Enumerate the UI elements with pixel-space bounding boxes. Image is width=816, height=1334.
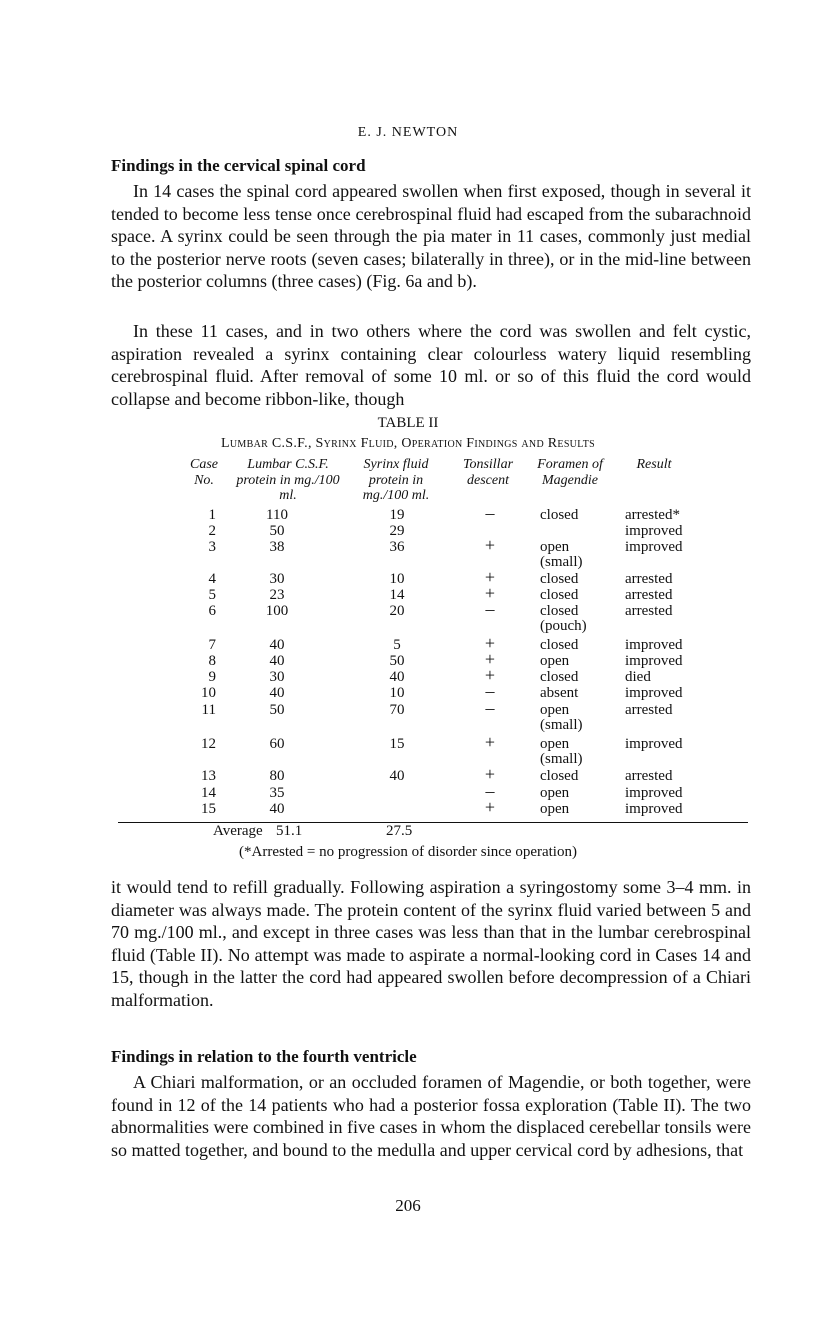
cell-tonsillar-descent: +: [484, 567, 496, 587]
cell-tonsillar-descent: +: [484, 535, 496, 555]
header-result: Result: [636, 457, 672, 472]
running-head: E. J. NEWTON: [357, 125, 459, 140]
cell-result: arrested: [625, 603, 673, 619]
cell-tonsillar-descent: +: [484, 797, 496, 817]
cell-tonsillar-descent: +: [484, 665, 496, 685]
cell-case-no: 8: [208, 653, 216, 669]
cell-case-no: 12: [201, 736, 216, 752]
cell-foramen: closed: [540, 637, 579, 653]
cell-result: improved: [625, 736, 683, 752]
cell-tonsillar-descent: –: [485, 781, 495, 801]
page-number: 206: [395, 1196, 421, 1215]
cell-case-no: 3: [208, 539, 216, 555]
cell-foramen: open: [540, 702, 570, 718]
cell-foramen: closed: [540, 603, 579, 619]
table-caption-text: Lumbar C.S.F., Syrinx Fluid, Operation Findings and Results: [221, 436, 595, 451]
cell-result: arrested: [625, 571, 673, 587]
cell-case-no: 11: [201, 702, 216, 718]
cell-case-no: 9: [208, 669, 216, 685]
cell-syrinx-fluid: 14: [389, 587, 405, 603]
cell-lumbar-csf: 35: [269, 785, 285, 801]
cell-syrinx-fluid: 40: [389, 768, 405, 784]
average-csf-value: 51.1: [276, 823, 303, 839]
cell-result: improved: [625, 685, 683, 701]
cell-tonsillar-descent: +: [484, 583, 496, 603]
cell-result: arrested*: [625, 507, 680, 523]
cell-foramen: open: [540, 539, 570, 555]
cell-foramen: absent: [540, 685, 579, 701]
paragraph-cervical-2: In these 11 cases, and in two others where the cord was swollen and felt cystic, aspiration revealed a syrinx containing clear colourless watery liquid resembling cerebrospinal fluid. After removal of some 10 ml. or so of this fluid the cord would collapse and become ribbon-like, though: [111, 321, 751, 409]
cell-case-no: 13: [201, 768, 216, 784]
cell-lumbar-csf: 40: [269, 653, 285, 669]
cell-case-no: 14: [201, 785, 216, 801]
cell-tonsillar-descent: +: [484, 633, 496, 653]
cell-syrinx-fluid: 20: [389, 603, 405, 619]
cell-case-no: 7: [208, 637, 216, 653]
cell-tonsillar-descent: +: [484, 732, 496, 752]
cell-syrinx-fluid: 10: [389, 571, 405, 587]
header-foramen-magendie: Foramen of Magendie: [537, 457, 603, 488]
paragraph-continuation: it would tend to refill gradually. Following aspiration a syringostomy some 3–4 mm. in diameter was always made. The protein content of the syrinx fluid varied between 5 and 70 mg./100 ml., and except in three cases was less than that in the lumbar cerebrospinal fluid (Table II). No attempt was made to aspirate a normal-looking cord in Cases 14 and 15, though in the latter the cord had appeared swollen before decompression of a Chiari malformation.: [111, 877, 751, 1010]
cell-lumbar-csf: 80: [269, 768, 285, 784]
cell-foramen-note: (small): [540, 751, 583, 767]
cell-result: arrested: [625, 702, 673, 718]
cell-foramen-note: (small): [540, 717, 583, 733]
table-title: TABLE II: [377, 415, 439, 431]
header-tonsillar-descent: Tonsillar descent: [462, 457, 514, 488]
cell-lumbar-csf: 50: [269, 523, 285, 539]
cell-foramen: closed: [540, 571, 579, 587]
cell-lumbar-csf: 40: [269, 685, 285, 701]
cell-tonsillar-descent: –: [485, 681, 495, 701]
cell-case-no: 5: [208, 587, 216, 603]
paragraph-fourth-ventricle: A Chiari malformation, or an occluded foramen of Magendie, or both together, were found in 12 of the 14 patients who had a posterior fossa exploration (Table II). The two abnormalities were combined in five cases in whom the displaced cerebellar tonsils were so matted together, and bound to the medulla and upper cervical cord by adhesions, that: [111, 1072, 751, 1160]
header-lumbar-csf: Lumbar C.S.F. protein in mg./100 ml.: [236, 457, 340, 503]
cell-result: improved: [625, 785, 683, 801]
cell-tonsillar-descent: –: [485, 698, 495, 718]
average-label: Average: [213, 823, 263, 839]
cell-foramen: closed: [540, 507, 579, 523]
cell-lumbar-csf: 30: [269, 571, 285, 587]
cell-tonsillar-descent: –: [485, 503, 495, 523]
cell-result: improved: [625, 653, 683, 669]
cell-result: improved: [625, 801, 683, 817]
cell-tonsillar-descent: +: [484, 764, 496, 784]
cell-result: improved: [625, 637, 683, 653]
cell-foramen: open: [540, 653, 570, 669]
cell-lumbar-csf: 100: [265, 603, 289, 619]
cell-tonsillar-descent: +: [484, 649, 496, 669]
cell-foramen: closed: [540, 768, 579, 784]
cell-lumbar-csf: 30: [269, 669, 285, 685]
cell-case-no: 15: [201, 801, 216, 817]
cell-syrinx-fluid: 70: [389, 702, 405, 718]
table-caption: [0, 436, 816, 452]
cell-case-no: 6: [208, 603, 216, 619]
cell-lumbar-csf: 110: [266, 507, 288, 523]
cell-syrinx-fluid: 19: [389, 507, 405, 523]
cell-foramen-note: (small): [540, 554, 583, 570]
header-syrinx-fluid: Syrinx fluid protein in mg./100 ml.: [362, 457, 430, 503]
cell-syrinx-fluid: 5: [393, 637, 401, 653]
cell-lumbar-csf: 40: [269, 801, 285, 817]
cell-case-no: 10: [201, 685, 216, 701]
table-footnote: (*Arrested = no progression of disorder since operation): [239, 844, 577, 860]
section-heading-cervical: Findings in the cervical spinal cord: [111, 156, 366, 175]
average-syrinx-value: 27.5: [386, 823, 413, 839]
cell-foramen-note: (pouch): [540, 618, 587, 634]
paragraph-cervical-1: In 14 cases the spinal cord appeared swollen when first exposed, though in several it tended to become less tense once cerebrospinal fluid had escaped from the subarachnoid space. A syrinx could be seen through the pia mater in 11 cases, commonly just medial to the posterior nerve roots (seven cases; bilaterally in three), or in the mid-line between the posterior columns (three cases) (Fig. 6a and b).: [111, 181, 751, 291]
cell-case-no: 2: [208, 523, 216, 539]
header-case-no: Case No.: [190, 457, 218, 488]
cell-result: improved: [625, 523, 683, 539]
cell-result: improved: [625, 539, 683, 555]
cell-foramen: closed: [540, 587, 579, 603]
cell-foramen: open: [540, 736, 570, 752]
cell-tonsillar-descent: –: [485, 599, 495, 619]
cell-syrinx-fluid: 36: [389, 539, 405, 555]
cell-syrinx-fluid: 29: [389, 523, 405, 539]
cell-result: arrested: [625, 768, 673, 784]
cell-lumbar-csf: 50: [269, 702, 285, 718]
cell-result: arrested: [625, 587, 673, 603]
cell-syrinx-fluid: 10: [389, 685, 405, 701]
section-heading-fourth-ventricle: Findings in relation to the fourth ventricle: [111, 1047, 417, 1066]
cell-foramen: open: [540, 785, 570, 801]
cell-foramen: closed: [540, 669, 579, 685]
cell-lumbar-csf: 60: [269, 736, 285, 752]
cell-syrinx-fluid: 15: [389, 736, 405, 752]
cell-lumbar-csf: 23: [269, 587, 285, 603]
cell-syrinx-fluid: 50: [389, 653, 405, 669]
cell-result: died: [625, 669, 651, 685]
cell-lumbar-csf: 38: [269, 539, 285, 555]
cell-case-no: 1: [208, 507, 216, 523]
cell-foramen: open: [540, 801, 570, 817]
cell-case-no: 4: [208, 571, 216, 587]
cell-syrinx-fluid: 40: [389, 669, 405, 685]
cell-lumbar-csf: 40: [269, 637, 285, 653]
